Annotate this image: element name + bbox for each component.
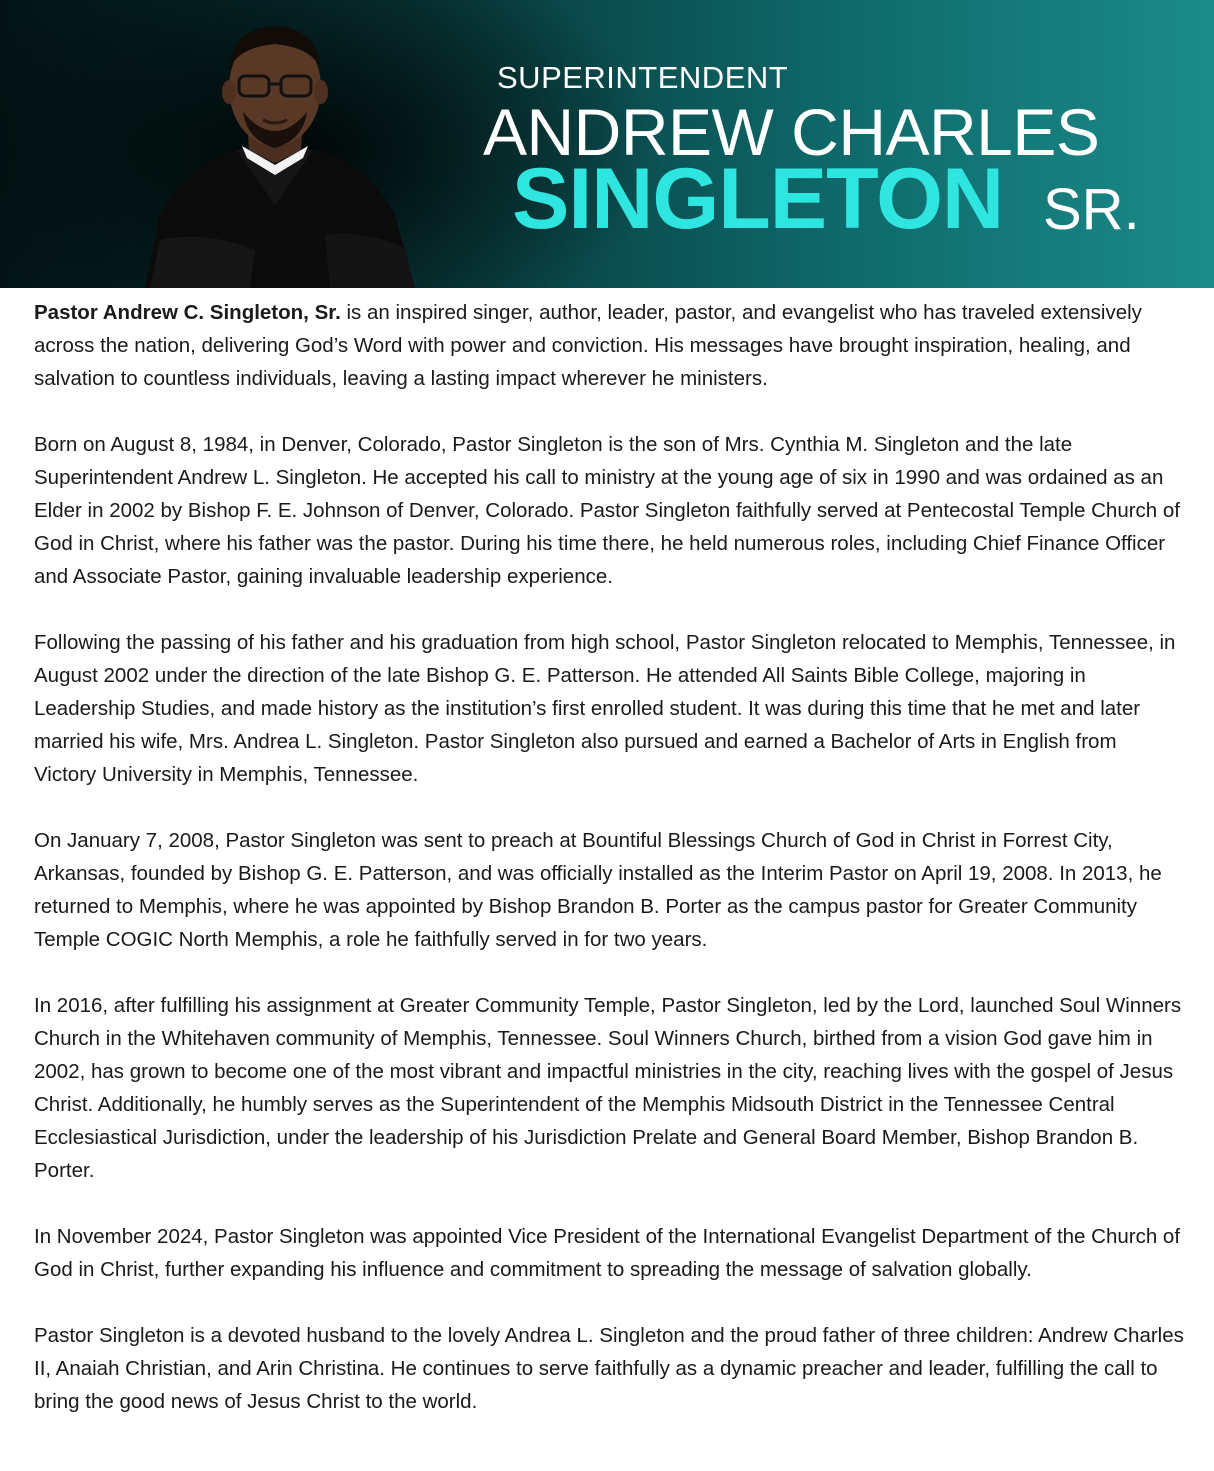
last-name: SINGLETON [512,151,1004,247]
portrait-photo-icon [125,0,425,288]
bio-paragraph-6: In November 2024, Pastor Singleton was appointed Vice President of the International Evangelist Department of the Church of God in Christ, further expanding his influence and commitment to spreading the message of salvation globally. [34,1225,1181,1281]
bio-paragraph-1 [34,296,1184,395]
first-middle-name: ANDREW CHARLES [483,95,1100,169]
bio-paragraph-4: On January 7, 2008, Pastor Singleton was sent to preach at Bountiful Blessings Church of God in Christ in Forrest City, Arkansas, founded by Bishop G. E. Patterson, and was officially installed as the Interim Pastor on April 19, 2008. In 2013, he returned to Memphis, where he was appointed by Bishop Brandon B. Porter as the campus pastor for Greater Community Temple COGIC North Memphis, a role he faithfully served in for two years. [34,829,1162,951]
bio-paragraph-7: Pastor Singleton is a devoted husband to the lovely Andrea L. Singleton and the proud father of three children: Andrew Charles II, Anaiah Christian, and Arin Christina. He continues to serve faithfully as a dynamic preacher and leader, fulfilling the call to bring the good news of Jesus Christ to the world. [34,1324,1184,1413]
bio-subject-name: Pastor Andrew C. Singleton, Sr. [34,301,341,324]
name-suffix: SR. [1043,177,1140,242]
bio-paragraph-2: Born on August 8, 1984, in Denver, Colorado, Pastor Singleton is the son of Mrs. Cynthia M. Singleton and the late Superintendent Andrew L. Singleton. He accepted his call to ministry at the young age of six in 1990 and was ordained as an Elder in 2002 by Bishop F. E. Johnson of Denver, Colorado. Pastor Singleton faithfully served at Pentecostal Temple Church of God in Christ, where his father was the pastor. During his time there, he held numerous roles, including Chief Finance Officer and Associate Pastor, gaining invaluable leadership experience. [34,433,1180,588]
bio-paragraph-3: Following the passing of his father and his graduation from high school, Pastor Singleton relocated to Memphis, Tennessee, in August 2002 under the direction of the late Bishop G. E. Patterson. He attended All Saints Bible College, majoring in Leadership Studies, and made history as the institution’s first enrolled student. It was during this time that he met and later married his wife, Mrs. Andrea L. Singleton. Pastor Singleton also pursued and earned a Bachelor of Arts in English from Victory University in Memphis, Tennessee. [34,631,1176,786]
bio-intro-text: is an inspired singer, author, leader, pastor, and evangelist who has traveled extensively across the nation, delivering God’s Word with power and conviction. His messages have brought inspiration, healing, and salvation to countless individuals, leaving a lasting impact wherever he ministers. [34,301,1142,390]
bio-paragraph-5: In 2016, after fulfilling his assignment at Greater Community Temple, Pastor Singleton, led by the Lord, launched Soul Winners Church in the Whitehaven community of Memphis, Tennessee. Soul Winners Church, birthed from a vision God gave him in 2002, has grown to become one of the most vibrant and impactful ministries in the city, reaching lives with the gospel of Jesus Christ. Additionally, he humbly serves as the Superintendent of the Memphis Midsouth District in the Tennessee Central Ecclesiastical Jurisdiction, under the leadership of his Jurisdiction Prelate and General Board Member, Bishop Brandon B. Porter. [34,994,1182,1182]
header-banner [0,0,1214,288]
superintendent-label: SUPERINTENDENT [497,60,789,95]
biography-body [34,296,1184,1451]
